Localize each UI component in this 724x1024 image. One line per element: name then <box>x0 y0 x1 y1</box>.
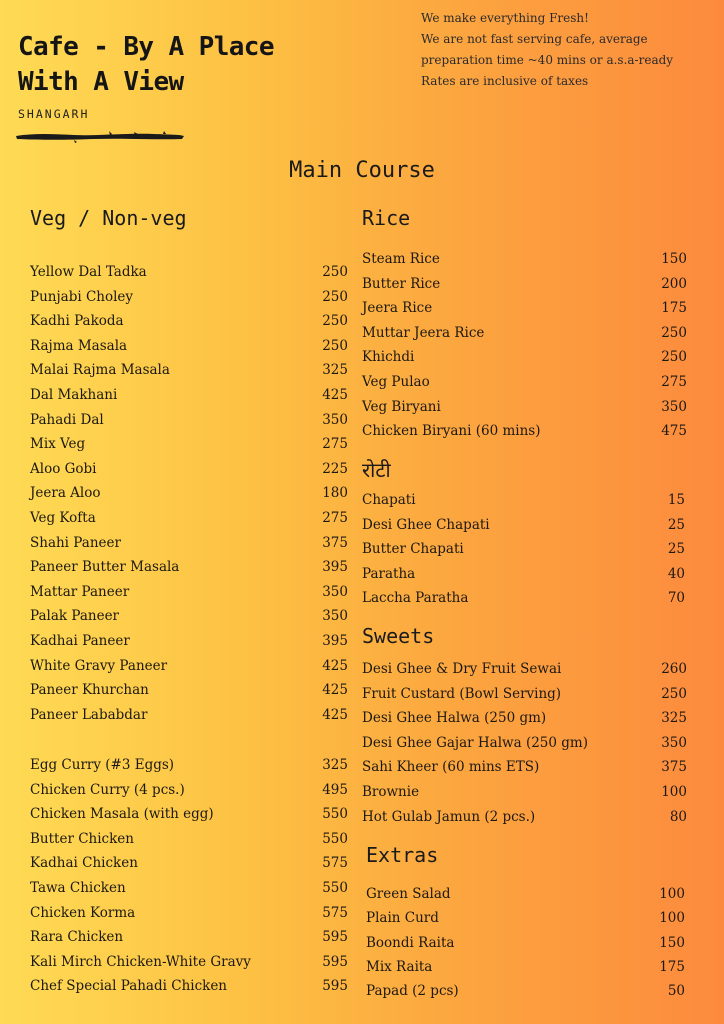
menu-item-price: 595 <box>322 978 348 995</box>
menu-item <box>362 757 687 777</box>
menu-item-name: Shahi Paneer <box>30 534 121 551</box>
menu-item-price: 80 <box>669 808 687 825</box>
note-line: Rates are inclusive of taxes <box>421 74 589 88</box>
menu-item-name: Khichdi <box>362 349 415 366</box>
menu-item <box>30 606 348 626</box>
menu-item-name: Pahadi Dal <box>30 411 104 428</box>
menu-item-price: 250 <box>661 324 687 341</box>
menu-item-price: 150 <box>661 251 687 267</box>
menu-item-price: 100 <box>661 784 687 800</box>
cafe-title-line1: Cafe - By A Place <box>18 32 274 62</box>
menu-item-name: Mix Veg <box>30 436 86 453</box>
menu-item-name: Laccha Paratha <box>362 590 469 607</box>
menu-item <box>30 336 348 356</box>
menu-item <box>30 483 348 503</box>
menu-item <box>30 311 348 331</box>
menu-item <box>30 508 348 528</box>
veg-nonveg-title: Veg / Non-veg <box>30 206 187 230</box>
roti-title: रोटी <box>362 458 391 482</box>
menu-item-price: 150 <box>659 934 685 951</box>
note-line: preparation time ~40 mins or a.s.a-ready <box>421 53 674 67</box>
menu-item-name: Plain Curd <box>366 910 439 927</box>
menu-item-name: Fruit Custard (Bowl Serving) <box>362 685 562 702</box>
menu-item-name: Chicken Masala (with egg) <box>30 806 214 823</box>
menu-item <box>30 656 348 676</box>
menu-item-name: Brownie <box>362 784 420 800</box>
menu-item-price: 275 <box>661 374 687 390</box>
menu-item-name: White Gravy Paneer <box>30 657 168 674</box>
cafe-location: SHANGARH <box>18 107 90 121</box>
menu-item-price: 180 <box>322 485 348 502</box>
menu-item-price: 100 <box>659 910 685 927</box>
menu-item <box>362 564 685 584</box>
sweets-title: Sweets <box>362 624 435 648</box>
menu-item-name: Butter Rice <box>362 275 441 292</box>
menu-item-price: 350 <box>661 734 687 751</box>
menu-item-price: 250 <box>322 313 348 330</box>
menu-item-price: 495 <box>322 781 348 798</box>
menu-item-price: 325 <box>322 362 348 379</box>
menu-item <box>30 804 348 824</box>
menu-item-price: 550 <box>322 880 348 896</box>
extras-title: Extras <box>366 843 439 867</box>
menu-item <box>362 298 687 318</box>
menu-item-name: Kadhai Paneer <box>30 633 130 649</box>
menu-item-name: Punjabi Choley <box>30 288 134 305</box>
menu-item-price: 575 <box>322 904 348 921</box>
menu-item-name: Paratha <box>362 565 416 582</box>
menu-item-price: 325 <box>322 757 348 773</box>
menu-item-name: Paneer Khurchan <box>30 682 149 699</box>
note-line: We make everything Fresh! <box>421 11 589 25</box>
menu-item-price: 250 <box>322 337 348 354</box>
menu-item-name: Jeera Rice <box>362 300 433 317</box>
menu-item-price: 395 <box>322 559 348 576</box>
menu-item-price: 425 <box>322 706 348 723</box>
menu-item-name: Yellow Dal Tadka <box>30 264 147 280</box>
menu-item <box>30 927 348 947</box>
menu-item <box>362 515 685 535</box>
menu-item-name: Aloo Gobi <box>30 460 97 477</box>
menu-item <box>30 631 348 651</box>
menu-item-price: 550 <box>322 806 348 823</box>
menu-item-price: 250 <box>661 685 687 702</box>
menu-item-name: Dal Makhani <box>30 387 118 403</box>
menu-item <box>30 829 348 849</box>
menu-item <box>362 684 687 704</box>
menu-item-price: 425 <box>322 387 348 403</box>
menu-item <box>30 976 348 996</box>
menu-item-name: Jeera Aloo <box>30 485 101 502</box>
menu-item-price: 550 <box>322 830 348 847</box>
menu-item-price: 15 <box>667 492 685 508</box>
menu-item-price: 595 <box>322 929 348 946</box>
menu-item-price: 250 <box>322 288 348 305</box>
menu-item <box>362 659 687 679</box>
menu-item-name: Mix Raita <box>366 958 433 975</box>
menu-item-name: Desi Ghee & Dry Fruit Sewai <box>362 661 562 677</box>
menu-item-name: Chapati <box>362 492 416 508</box>
main-course-heading: Main Course <box>289 158 435 183</box>
menu-item-price: 175 <box>661 300 687 317</box>
menu-item-price: 475 <box>661 423 687 440</box>
menu-item <box>30 680 348 700</box>
menu-item <box>366 957 685 977</box>
menu-item-name: Chicken Curry (4 pcs.) <box>30 781 185 798</box>
menu-item-name: Paneer Lababdar <box>30 706 148 723</box>
menu-item-name: Palak Paneer <box>30 608 120 625</box>
menu-item <box>30 410 348 430</box>
menu-item-name: Desi Ghee Halwa (250 gm) <box>362 710 547 727</box>
menu-item <box>30 360 348 380</box>
menu-item <box>30 853 348 873</box>
menu-item-name: Papad (2 pcs) <box>366 983 459 1000</box>
menu-item <box>366 981 685 1001</box>
menu-item <box>30 287 348 307</box>
menu-item-price: 350 <box>661 398 687 415</box>
menu-item <box>362 347 687 367</box>
rice-title: Rice <box>362 206 411 230</box>
menu-item <box>362 782 687 802</box>
menu-item-name: Kadhai Chicken <box>30 855 138 872</box>
cafe-title <box>18 30 348 100</box>
menu-item-name: Paneer Butter Masala <box>30 559 180 576</box>
menu-item <box>362 807 687 827</box>
menu-item <box>362 323 687 343</box>
menu-item-name: Desi Ghee Chapati <box>362 516 490 533</box>
menu-item-price: 350 <box>322 608 348 625</box>
menu-item <box>30 755 348 775</box>
menu-item-name: Kadhi Pakoda <box>30 313 124 330</box>
menu-item <box>362 274 687 294</box>
menu-item-name: Mattar Paneer <box>30 583 130 600</box>
menu-item <box>30 903 348 923</box>
menu-item-price: 260 <box>661 661 687 677</box>
menu-item-price: 40 <box>667 565 685 582</box>
menu-item-name: Chef Special Pahadi Chicken <box>30 978 228 995</box>
menu-item <box>362 372 687 392</box>
menu-item-name: Sahi Kheer (60 mins ETS) <box>362 759 540 776</box>
menu-item <box>30 459 348 479</box>
menu-item <box>366 884 685 904</box>
menu-item-name: Boondi Raita <box>366 934 455 951</box>
menu-item-name: Malai Rajma Masala <box>30 362 170 379</box>
menu-item-price: 25 <box>667 541 685 558</box>
note-line: We are not fast serving cafe, average <box>421 32 648 46</box>
menu-item <box>362 539 685 559</box>
menu-item <box>30 533 348 553</box>
menu-item-name: Veg Kofta <box>30 510 96 526</box>
menu-item <box>362 490 685 510</box>
menu-item-price: 595 <box>322 953 348 970</box>
menu-item-price: 375 <box>661 759 687 776</box>
menu-item-price: 350 <box>322 583 348 600</box>
menu-item-price: 250 <box>661 349 687 366</box>
menu-item-name: Tawa Chicken <box>30 880 126 896</box>
menu-item <box>362 588 685 608</box>
menu-item <box>30 385 348 405</box>
menu-item-name: Butter Chapati <box>362 541 464 558</box>
menu-item-name: Desi Ghee Gajar Halwa (250 gm) <box>362 734 588 751</box>
menu-item-name: Rara Chicken <box>30 929 124 946</box>
menu-item-price: 250 <box>322 264 348 280</box>
menu-item <box>30 705 348 725</box>
menu-item-price: 70 <box>667 590 685 607</box>
menu-item-price: 350 <box>322 411 348 428</box>
menu-item <box>30 582 348 602</box>
menu-item <box>30 557 348 577</box>
menu-item-name: Veg Pulao <box>362 374 430 390</box>
menu-item-name: Egg Curry (#3 Eggs) <box>30 757 175 773</box>
menu-item-price: 200 <box>661 275 687 292</box>
menu-item-price: 25 <box>667 516 685 533</box>
menu-item-price: 50 <box>667 983 685 1000</box>
cafe-notes <box>421 8 721 92</box>
menu-item <box>30 262 348 282</box>
menu-item <box>362 708 687 728</box>
menu-item-price: 575 <box>322 855 348 872</box>
menu-item <box>362 733 687 753</box>
menu-item <box>30 434 348 454</box>
menu-item-name: Chicken Korma <box>30 904 136 921</box>
menu-item-price: 425 <box>322 657 348 674</box>
menu-item <box>30 780 348 800</box>
menu-item-name: Hot Gulab Jamun (2 pcs.) <box>362 808 536 825</box>
menu-item-price: 175 <box>659 958 685 975</box>
menu-item-price: 375 <box>322 534 348 551</box>
menu-item-name: Chicken Biryani (60 mins) <box>362 423 541 440</box>
menu-item-name: Butter Chicken <box>30 830 134 847</box>
menu-item <box>362 397 687 417</box>
menu-item <box>362 249 687 269</box>
menu-item-price: 100 <box>659 886 685 902</box>
menu-item <box>366 933 685 953</box>
menu-item-name: Rajma Masala <box>30 337 128 354</box>
menu-item <box>30 878 348 898</box>
menu-item-name: Veg Biryani <box>362 398 441 415</box>
menu-item <box>366 908 685 928</box>
menu-item-name: Steam Rice <box>362 251 440 267</box>
menu-item-price: 275 <box>322 510 348 526</box>
menu-item <box>362 421 687 441</box>
menu-item <box>30 952 348 972</box>
menu-item-price: 325 <box>661 710 687 727</box>
menu-item-price: 275 <box>322 436 348 453</box>
menu-item-price: 425 <box>322 682 348 699</box>
cafe-title-line2: With A View <box>18 67 184 97</box>
menu-item-price: 395 <box>322 633 348 649</box>
brush-stroke-divider <box>14 128 186 144</box>
menu-item-name: Kali Mirch Chicken-White Gravy <box>30 953 251 970</box>
menu-item-name: Green Salad <box>366 886 451 902</box>
menu-item-name: Muttar Jeera Rice <box>362 324 485 341</box>
menu-item-price: 225 <box>322 460 348 477</box>
